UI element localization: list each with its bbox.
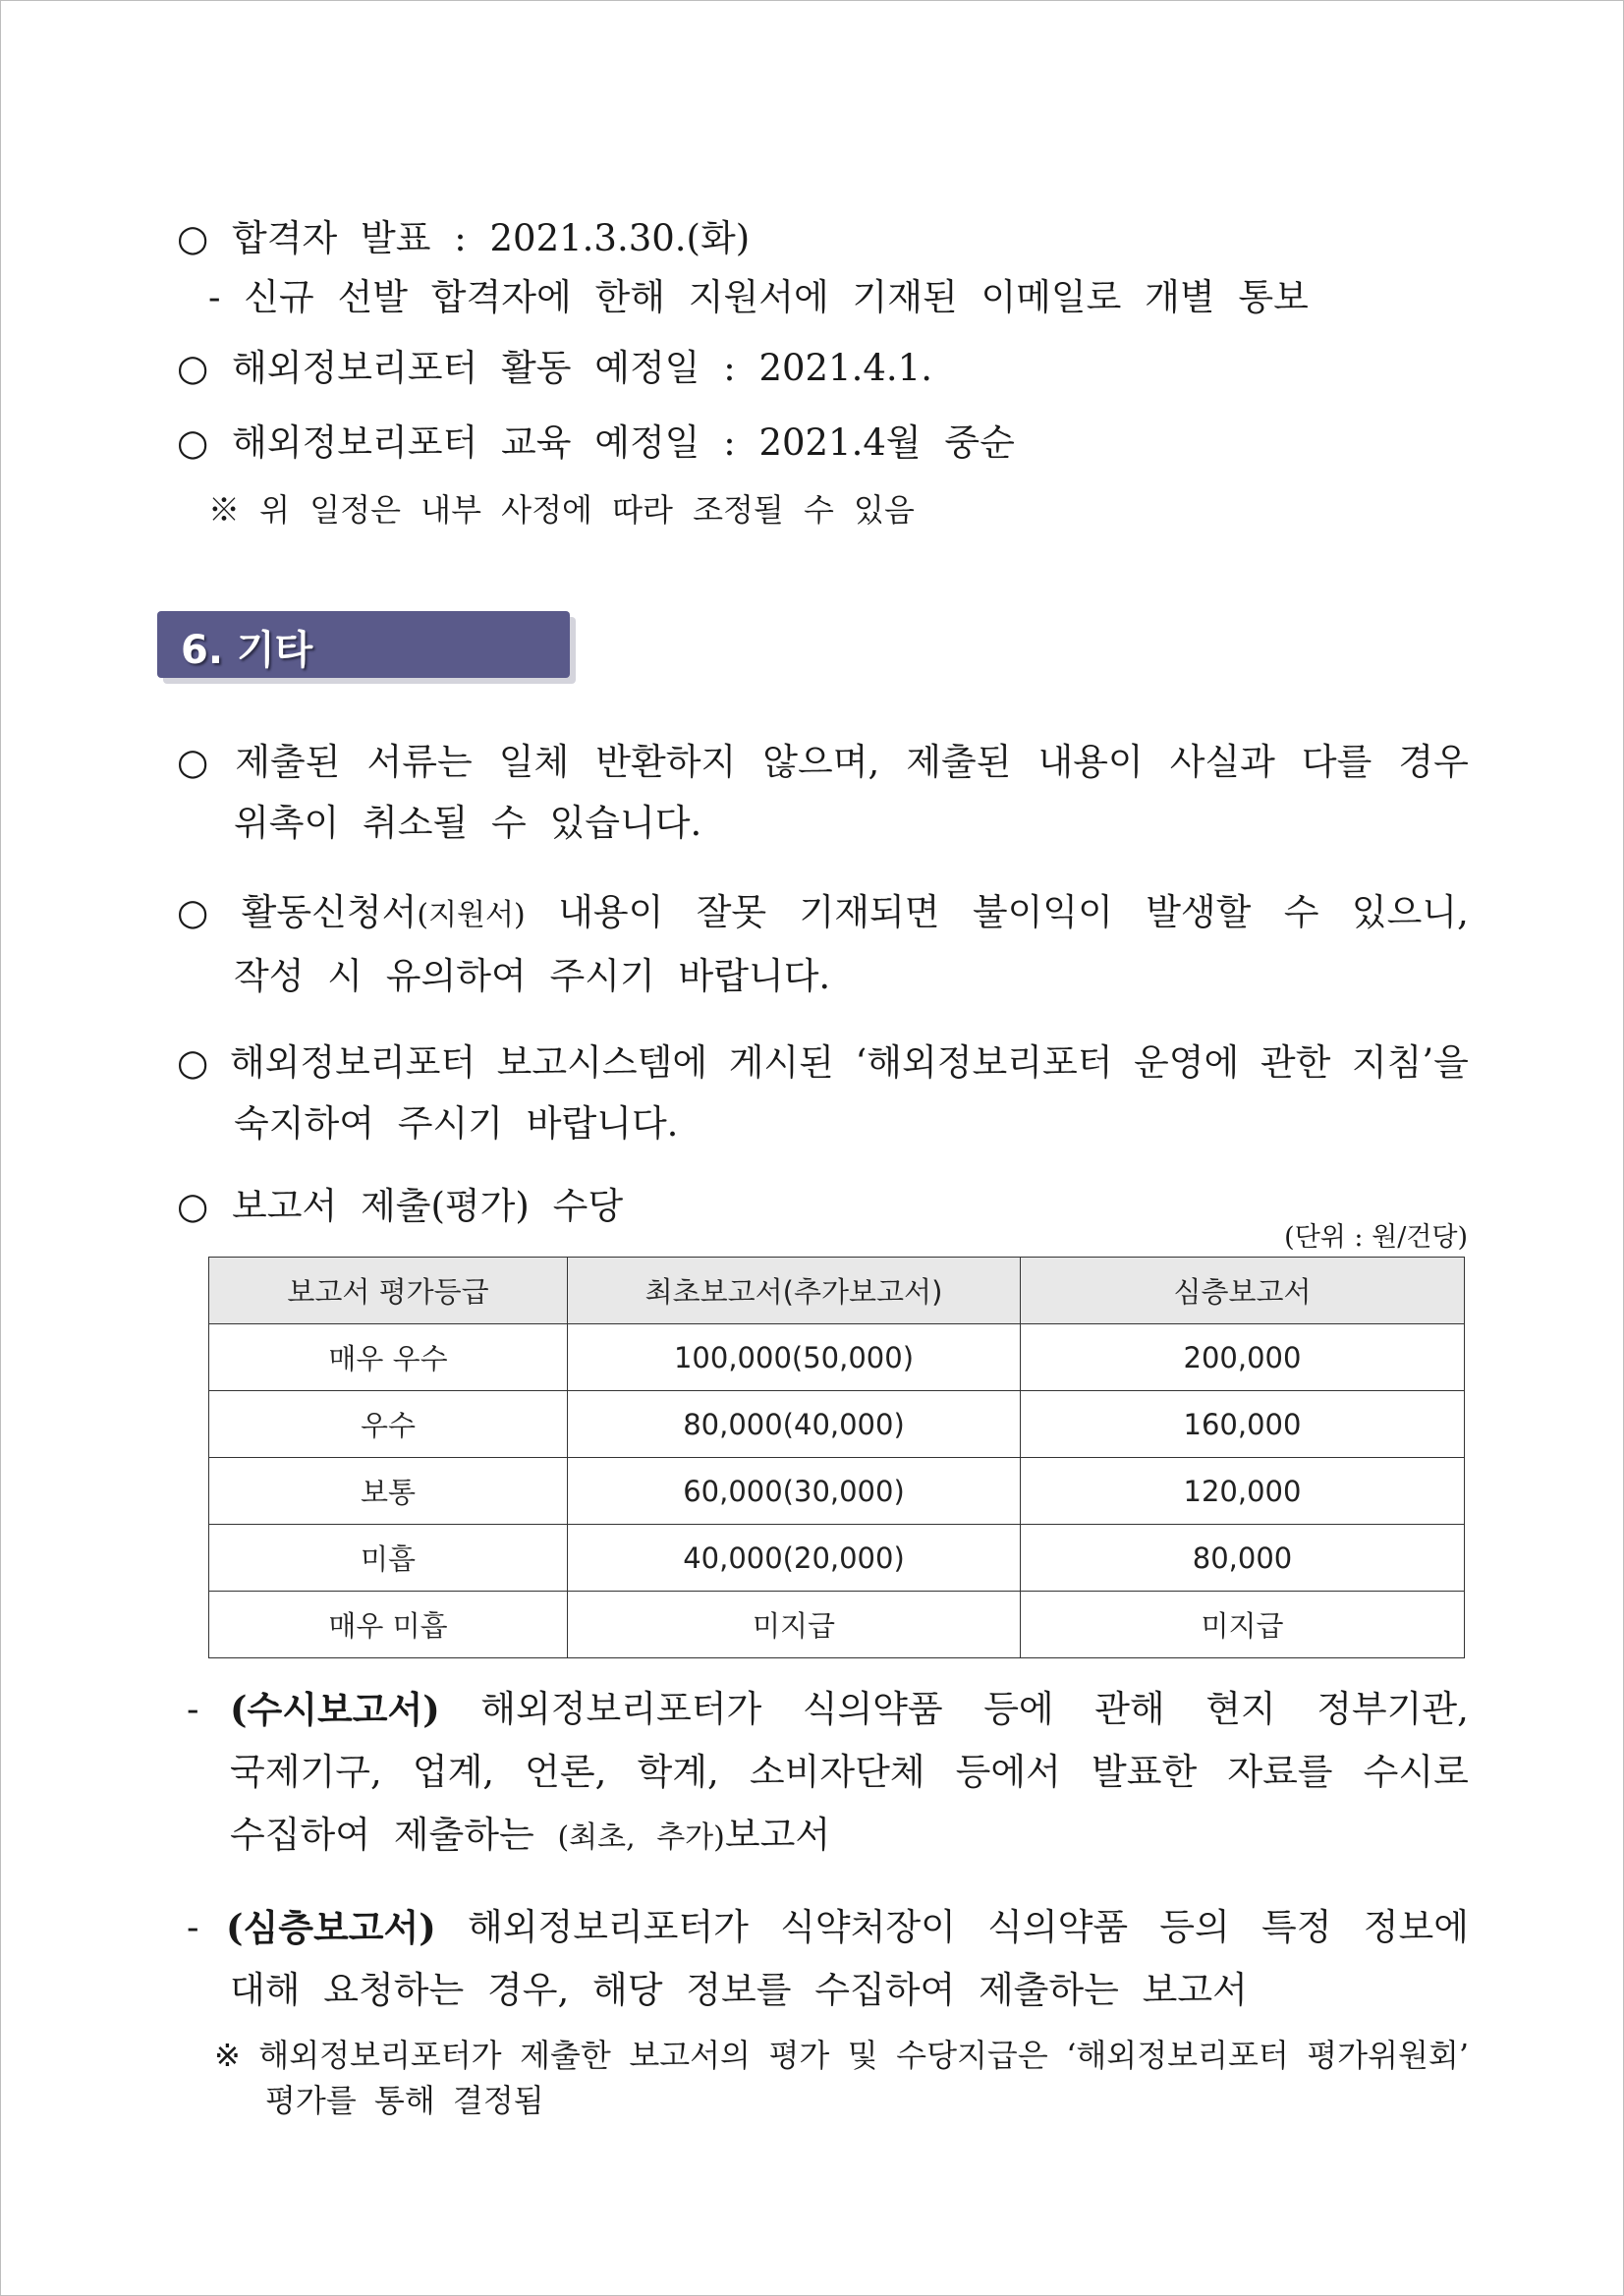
allowance-heading xyxy=(177,1182,623,1231)
word: 현지 xyxy=(1205,1688,1276,1730)
education-date: 2021.4월 중순 xyxy=(758,421,1015,464)
table-cell: 160,000 xyxy=(1021,1391,1465,1458)
paragraph-line: 작성 시 유의하여 주시기 바랍니다. xyxy=(234,955,831,997)
word: 학계, xyxy=(637,1751,719,1793)
table-header-row xyxy=(209,1258,1465,1324)
etc-paragraph-1 xyxy=(177,732,1469,854)
etc-paragraph-2 xyxy=(177,882,1469,1007)
word: 소비자단체 xyxy=(749,1751,925,1793)
announce-sep: : xyxy=(454,217,467,259)
final-note xyxy=(214,2033,1469,2123)
table-cell: 매우 우수 xyxy=(209,1324,568,1391)
word: 관해 xyxy=(1094,1688,1165,1730)
word: 식의약품 xyxy=(802,1688,943,1730)
word: 보고서 xyxy=(724,1814,831,1856)
circle-bullet-icon: ○ xyxy=(177,1041,209,1084)
circle-bullet-icon: ○ xyxy=(177,891,209,933)
word xyxy=(242,882,526,946)
word: 국제기구, xyxy=(230,1751,382,1793)
word: 내용이 xyxy=(558,891,664,933)
table-row xyxy=(209,1391,1465,1458)
term-label: (심층보고서) xyxy=(226,1906,436,1949)
word: 발표한 xyxy=(1092,1751,1198,1793)
paragraph-line xyxy=(189,1678,1469,1741)
paragraph-line xyxy=(177,732,1469,793)
word: 식약처장이 xyxy=(780,1906,956,1948)
circle-bullet-icon: ○ xyxy=(177,347,209,389)
word: 제출된 xyxy=(235,741,341,783)
circle-bullet-icon: ○ xyxy=(177,1185,209,1227)
announce-date: 2021.3.30.(화) xyxy=(489,217,751,259)
word: 해외정보리포터 xyxy=(229,1041,476,1084)
announce-label: 합격자 발표 xyxy=(232,217,431,259)
table-cell: 미흡 xyxy=(209,1525,568,1592)
word: 제출한 xyxy=(520,2037,611,2074)
education-label: 해외정보리포터 교육 예정일 xyxy=(232,421,700,464)
word: 평가위원회’ xyxy=(1307,2037,1469,2074)
word: 있으니, xyxy=(1351,891,1469,933)
paragraph-line: 숙지하여 주시기 바랍니다. xyxy=(234,1102,679,1145)
table-row xyxy=(209,1458,1465,1525)
word: 정보에 xyxy=(1363,1906,1469,1948)
activity-line xyxy=(177,344,932,393)
table-row xyxy=(209,1525,1465,1592)
table-cell: 매우 미흡 xyxy=(209,1592,568,1658)
word-main: 활동신청서 xyxy=(241,891,418,933)
word: 등에 xyxy=(983,1688,1054,1730)
table-cell: 보통 xyxy=(209,1458,568,1525)
table-cell: 60,000(30,000) xyxy=(568,1458,1021,1525)
table-cell: 40,000(20,000) xyxy=(568,1525,1021,1592)
word: 언론, xyxy=(525,1751,607,1793)
fee-table xyxy=(208,1257,1465,1658)
table-cell: 200,000 xyxy=(1021,1324,1465,1391)
circle-bullet-icon: ○ xyxy=(177,217,209,259)
word-small: (지원서) xyxy=(417,898,526,932)
table-cell: 미지급 xyxy=(1021,1592,1465,1658)
table-header: 최초보고서(추가보고서) xyxy=(568,1258,1021,1324)
table-header: 보고서 평가등급 xyxy=(209,1258,568,1324)
word: 수시로 xyxy=(1363,1751,1469,1793)
deep-report-paragraph xyxy=(189,1896,1469,2022)
table-row xyxy=(209,1324,1465,1391)
word: 특정 xyxy=(1261,1906,1332,1948)
word: 정부기관, xyxy=(1316,1688,1469,1730)
activity-date: 2021.4.1. xyxy=(758,347,932,389)
word: 운영에 xyxy=(1134,1041,1240,1084)
paragraph-line xyxy=(177,882,1469,946)
adhoc-report-paragraph xyxy=(189,1678,1469,1870)
announce-note: - 신규 선발 합격자에 한해 지원서에 기재된 이메일로 개별 통보 xyxy=(208,276,1309,318)
circle-bullet-icon: ○ xyxy=(177,741,209,783)
table-cell: 80,000 xyxy=(1021,1525,1465,1592)
word: 수당지급은 xyxy=(896,2037,1048,2074)
word: 보고서의 xyxy=(629,2037,751,2074)
table-cell: 120,000 xyxy=(1021,1458,1465,1525)
word: 해외정보리포터가 xyxy=(480,1688,762,1730)
paragraph-line xyxy=(189,1804,1469,1870)
word: 서류는 xyxy=(366,741,473,783)
reference-mark-icon: ※ xyxy=(214,2037,241,2074)
word: 기재되면 xyxy=(799,891,940,933)
table-cell: 80,000(40,000) xyxy=(568,1391,1021,1458)
word: 자료를 xyxy=(1227,1751,1333,1793)
word: 업계, xyxy=(412,1751,495,1793)
word: 등의 xyxy=(1159,1906,1230,1948)
table-row xyxy=(209,1592,1465,1658)
word-small: (최초, 추가) xyxy=(557,1820,725,1855)
paragraph-line xyxy=(189,1896,1469,1959)
word: 지침’을 xyxy=(1351,1041,1469,1084)
education-sep: : xyxy=(723,421,736,464)
word: ‘해외정보리포터 xyxy=(1066,2037,1289,2074)
word: 평가 xyxy=(768,2037,830,2074)
circle-bullet-icon: ○ xyxy=(177,421,209,464)
word: 제출된 xyxy=(906,741,1012,783)
word: 및 xyxy=(847,2037,878,2074)
activity-sep: : xyxy=(723,347,736,389)
unit-note: (단위 : 원/건당) xyxy=(1284,1222,1468,1253)
word: 다를 xyxy=(1301,741,1372,783)
dash-bullet-icon: - xyxy=(187,1688,199,1730)
table-cell: 우수 xyxy=(209,1391,568,1458)
word: ‘해외정보리포터 xyxy=(855,1041,1113,1084)
word: 불이익이 xyxy=(972,891,1113,933)
word: 게시된 xyxy=(728,1041,834,1084)
word: 반환하지 xyxy=(595,741,737,783)
section-title: 6. 기타 xyxy=(181,628,313,673)
word: 잘못 xyxy=(696,891,767,933)
word: 사실과 xyxy=(1169,741,1275,783)
dash-bullet-icon: - xyxy=(187,1906,199,1948)
section-banner xyxy=(157,611,570,678)
word: 등에서 xyxy=(955,1751,1061,1793)
schedule-note: ※ 위 일정은 내부 사정에 따라 조정될 수 있음 xyxy=(208,491,915,529)
paragraph-line xyxy=(177,1033,1469,1093)
paragraph-line: 대해 요청하는 경우, 해당 정보를 수집하여 제출하는 보고서 xyxy=(230,1969,1248,2011)
word: 수 xyxy=(1283,891,1319,933)
activity-label: 해외정보리포터 활동 예정일 xyxy=(232,347,700,389)
table-cell: 100,000(50,000) xyxy=(568,1324,1021,1391)
paragraph-line: 위촉이 취소될 수 있습니다. xyxy=(234,802,702,844)
note-line: 평가를 통해 결정됨 xyxy=(265,2082,544,2119)
word: 관한 xyxy=(1260,1041,1331,1084)
table-header: 심층보고서 xyxy=(1021,1258,1465,1324)
word: 해외정보리포터가 xyxy=(467,1906,749,1948)
word: 발생할 xyxy=(1146,891,1252,933)
table-cell: 미지급 xyxy=(568,1592,1021,1658)
word: 보고시스템에 xyxy=(496,1041,708,1084)
word: 일체 xyxy=(498,741,570,783)
word: 경우 xyxy=(1398,741,1469,783)
announce-line xyxy=(177,214,750,263)
word: 않으며, xyxy=(762,741,880,783)
word: 수집하여 제출하는 xyxy=(230,1814,558,1856)
education-line xyxy=(177,419,1015,468)
term-label: (수시보고서) xyxy=(230,1688,440,1731)
note-line xyxy=(214,2033,1469,2078)
paragraph-line xyxy=(189,1741,1469,1804)
word: 해외정보리포터가 xyxy=(258,2037,502,2074)
allowance-heading-text: 보고서 제출(평가) 수당 xyxy=(232,1185,624,1227)
word: 내용이 xyxy=(1037,741,1144,783)
etc-paragraph-3 xyxy=(177,1033,1469,1154)
word: 식의약품 xyxy=(987,1906,1129,1948)
